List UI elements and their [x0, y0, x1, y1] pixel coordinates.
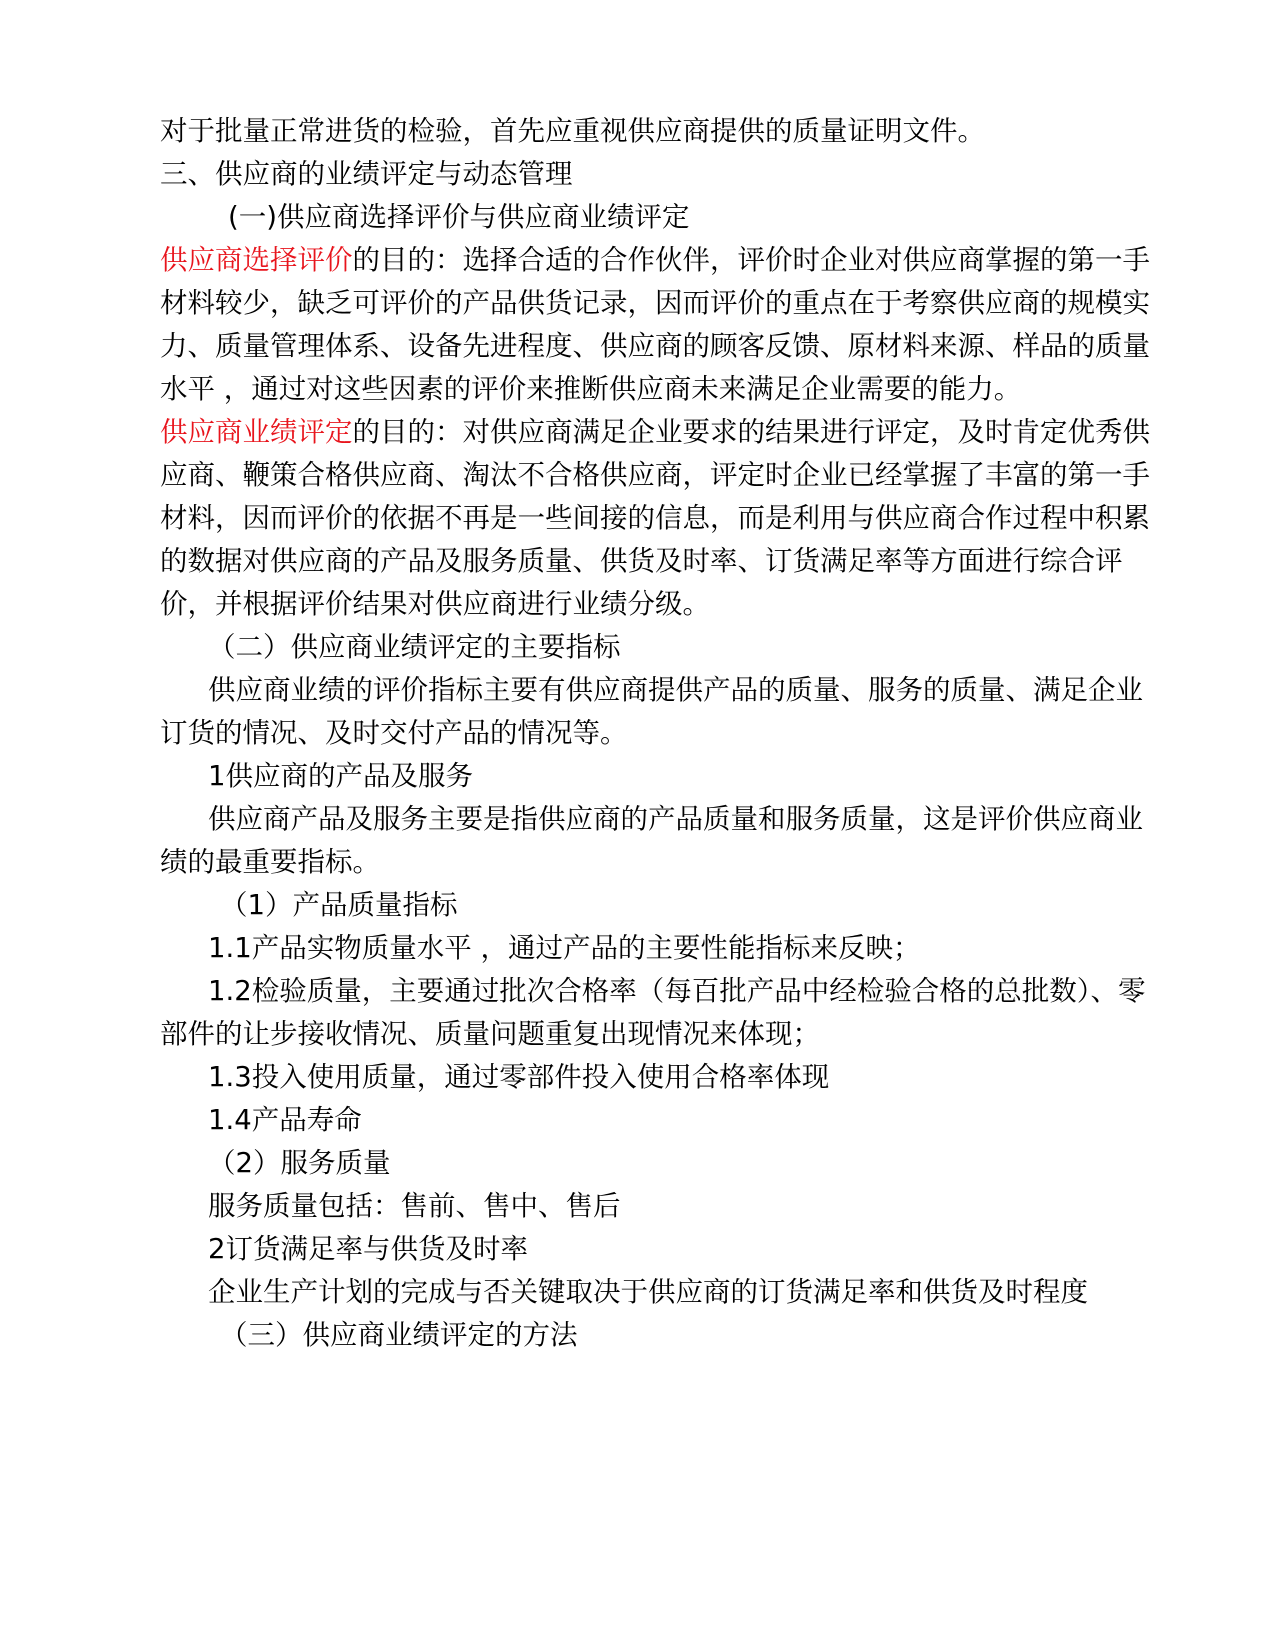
term-performance-evaluation: 供应商业绩评定 — [160, 416, 353, 448]
paragraph-performance-evaluation-text: 的目的：对供应商满足企业要求的结果进行评定，及时肯定优秀供应商、鞭策合格供应商、淘汰不合格供应商，评定时企业已经掌握了丰富的第一手材料，因而评价的依据不再是一些间接的信息，而是利用与供应商合作过程中积累的数据对供应商的产品及服务质量、供货及时率、订货满足率等方面进行综合评价，并根据评价结果对供应商进行业绩分级。 — [160, 416, 1150, 620]
subsection-heading-1: (一)供应商选择评价与供应商业绩评定 — [228, 201, 690, 233]
paragraph-product-service: 供应商产品及服务主要是指供应商的产品质量和服务质量，这是评价供应商业绩的最重要指标。 — [160, 803, 1143, 878]
item-heading-2: 2订货满足率与供货及时率 — [208, 1233, 528, 1265]
text-line-incoming-inspection: 对于批量正常进货的检验，首先应重视供应商提供的质量证明文件。 — [160, 115, 985, 147]
paragraph-selection-evaluation — [160, 239, 1155, 411]
subsection-heading-2: （二）供应商业绩评定的主要指标 — [208, 631, 621, 663]
item-heading-product-quality: （1）产品质量指标 — [220, 889, 458, 921]
term-selection-evaluation: 供应商选择评价 — [160, 244, 353, 276]
item-1-2: 1.2检验质量，主要通过批次合格率（每百批产品中经检验合格的总批数）、零部件的让步接收情况、质量问题重复出现情况来体现； — [160, 975, 1146, 1050]
paragraph-indicators: 供应商业绩的评价指标主要有供应商提供产品的质量、服务的质量、满足企业订货的情况、及时交付产品的情况等。 — [160, 674, 1143, 749]
item-heading-service-quality: （2）服务质量 — [208, 1147, 391, 1179]
paragraph-selection-evaluation-text: 的目的：选择合适的合作伙伴，评价时企业对供应商掌握的第一手材料较少，缺乏可评价的产品供货记录，因而评价的重点在于考察供应商的规模实力、质量管理体系、设备先进程度、供应商的顾客反馈、原材料来源、样品的质量水平 ，通过对这些因素的评价来推断供应商未来满足企业需要的能力。 — [160, 244, 1150, 405]
item-1-3: 1.3投入使用质量，通过零部件投入使用合格率体现 — [208, 1061, 830, 1093]
document-page — [160, 110, 1155, 1357]
item-1-1: 1.1产品实物质量水平 ，通过产品的主要性能指标来反映； — [208, 932, 921, 964]
section-heading-3: 三、供应商的业绩评定与动态管理 — [160, 158, 573, 190]
text-order-fulfillment: 企业生产计划的完成与否关键取决于供应商的订货满足率和供货及时程度 — [208, 1276, 1088, 1308]
item-1-4: 1.4产品寿命 — [208, 1104, 362, 1136]
item-heading-1: 1供应商的产品及服务 — [208, 760, 473, 792]
paragraph-performance-evaluation — [160, 411, 1155, 626]
subsection-heading-3: （三）供应商业绩评定的方法 — [220, 1319, 578, 1351]
text-service-quality: 服务质量包括：售前、售中、售后 — [208, 1190, 621, 1222]
